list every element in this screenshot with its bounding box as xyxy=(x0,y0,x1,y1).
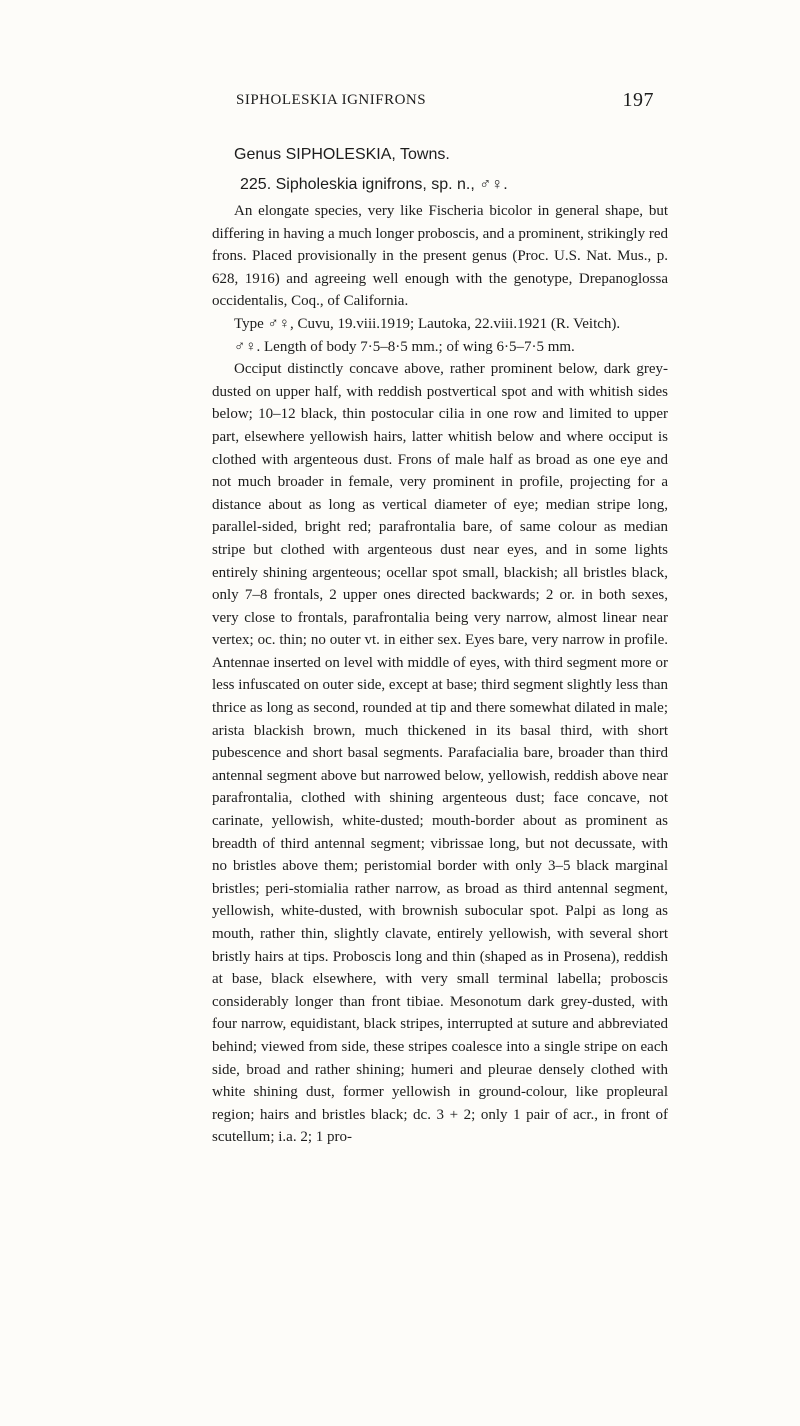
length-paragraph: ♂♀. Length of body 7·5–8·5 mm.; of wing 6·5–7·5 mm. xyxy=(234,338,575,355)
page-number: 197 xyxy=(622,89,654,111)
species-heading: 225. Sipholeskia ignifrons, sp. n., ♂♀. xyxy=(240,176,508,193)
running-head-title: SIPHOLESKIA IGNIFRONS xyxy=(236,92,427,108)
genus-heading: Genus SIPHOLESKIA, Towns. xyxy=(234,146,450,163)
type-paragraph: Type ♂♀, Cuvu, 19.viii.1919; Lautoka, 22.viii.1921 (R. Veitch). xyxy=(234,315,621,332)
description-paragraph: Occiput distinctly concave above, rather prominent below, dark grey-dusted on upper half, with reddish postvertical spot and with whitish sides below; 10–12 black, thin postocular cilia in one row and limited to upper part, elsewhere yellowish hairs, latter whitish below and where occiput is clothed with argenteous dust. Frons of male half as broad as one eye and not much broader in female, very prominent in profile, projecting for a distance about as long as vertical diameter of eye; median stripe long, parallel-sided, bright red; parafrontalia bare, of same colour as median stripe but clothed with argenteous dust near eyes, and in some lights entirely shining argenteous; ocellar spot small, blackish; all bristles black, only 7–8 frontals, 2 upper ones directed backwards; 2 or. in both sexes, very close to frontals, parafrontalia being very narrow, almost linear near vertex; oc. thin; no outer vt. in either sex. Eyes bare, very narrow in profile. Antennae inserted on level with middle of eyes, with third segment more or less infuscated on outer side, except at base; third segment slightly less than thrice as long as second, rounded at tip and there somewhat dilated in male; arista blackish brown, much thickened in its basal third, with short pubescence and short basal segments. Parafacialia bare, broader than third antennal segment above but narrowed below, yellowish, reddish above near parafrontalia, clothed with shining argenteous dust; face concave, not carinate, yellowish, white-dusted; mouth-border about as prominent as breadth of third antennal segment; vibrissae long, but not decussate, with no bristles above them; peristomial border with only 3–5 black marginal bristles; peri-stomialia rather narrow, as broad as third antennal segment, yellowish, white-dusted, with brownish subocular spot. Palpi as long as mouth, rather thin, slightly clavate, entirely yellowish, with several short bristly hairs at tips. Proboscis long and thin (shaped as in Prosena), reddish at base, black elsewhere, with very small terminal labella; proboscis considerably longer than front tibiae. Mesonotum dark grey-dusted, with four narrow, equidistant, black stripes, interrupted at suture and abbreviated behind; viewed from side, these stripes coalesce into a single stripe on each side, broad and rather shining; humeri and pleurae densely clothed with white shining dust, former yellowish in ground-colour, like propleural region; hairs and bristles black; dc. 3 + 2; only 1 pair of acr., in front of scutellum; i.a. 2; 1 pro- xyxy=(212,361,668,1146)
intro-paragraph: An elongate species, very like Fischeria bicolor in general shape, but differing in having a much longer proboscis, and a prominent, strikingly red frons. Placed provisionally in the present genus (Proc. U.S. Nat. Mus., p. 628, 1916) and agreeing well enough with the genotype, Drepanoglossa occidentalis, Coq., of California. xyxy=(212,203,668,310)
document-body xyxy=(212,140,668,1149)
